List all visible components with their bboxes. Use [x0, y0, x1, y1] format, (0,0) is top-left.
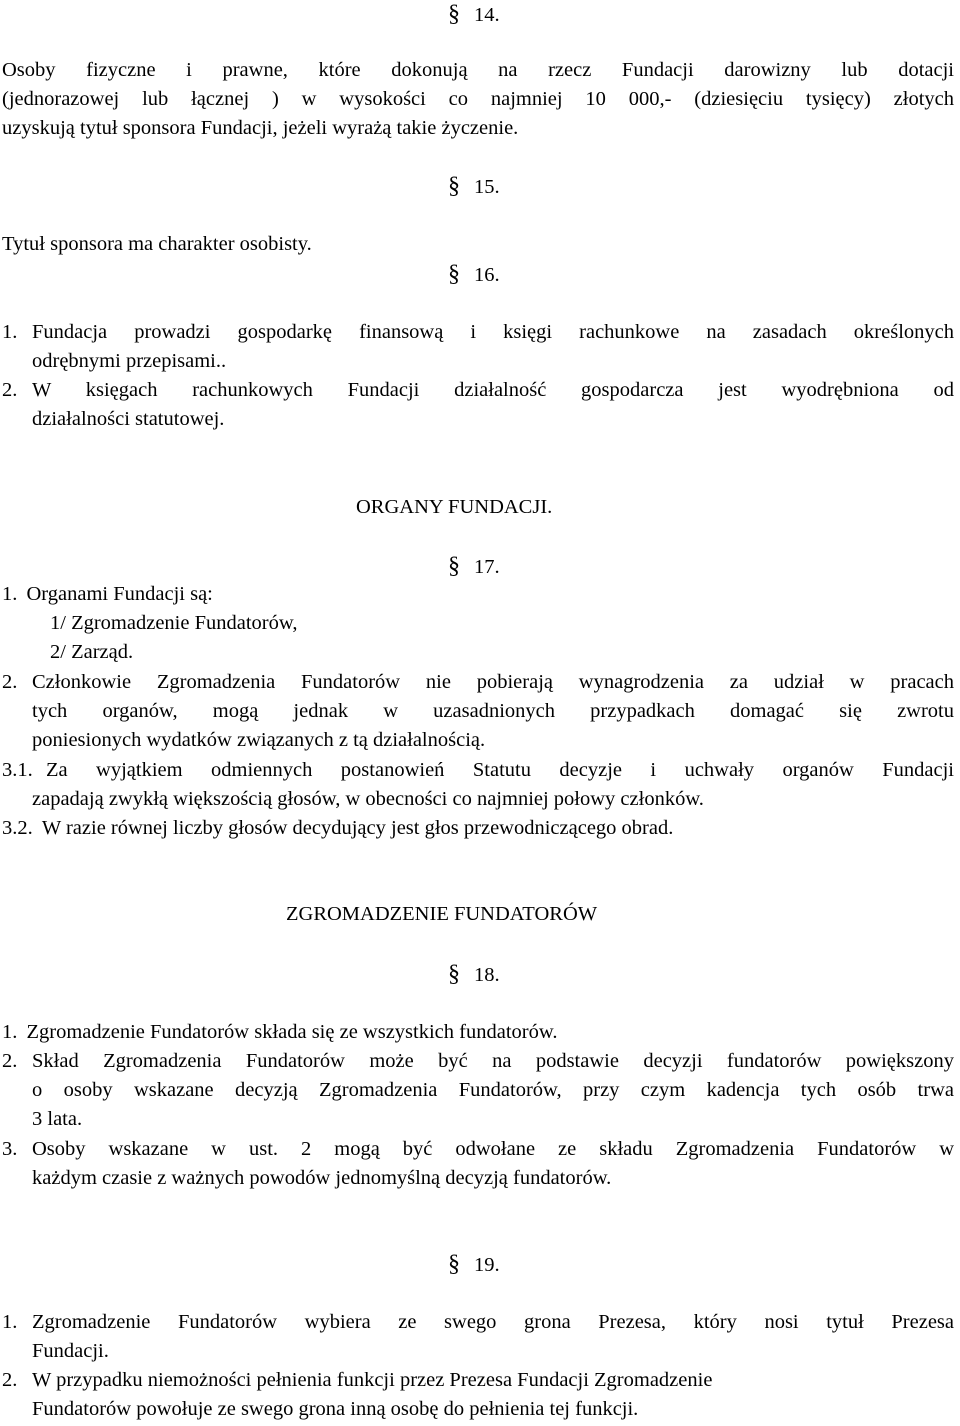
list-item [2, 318, 954, 376]
section-heading-14 [448, 0, 500, 30]
paragraph-15: Tytuł sponsora ma charakter osobisty. [2, 233, 312, 255]
list-item-line: Fundatorów powołuje ze swego grona inną osobę do pełnienia tej funkcji. [32, 1398, 639, 1420]
list-item-line: każdym czasie z ważnych powodów jednomyślną decyzją fundatorów. [32, 1167, 612, 1189]
section-sign: § [448, 961, 460, 987]
list-item-number: 1. [2, 321, 18, 343]
list-item [2, 756, 954, 814]
section-heading-19 [448, 1250, 500, 1280]
section-number: 16. [474, 264, 500, 286]
chapter-heading-zgromadzenie: ZGROMADZENIE FUNDATORÓW [286, 903, 598, 925]
section-heading-17 [448, 552, 500, 582]
paragraph-14 [2, 56, 954, 143]
list-item-line: Osoby wskazane w ust. 2 mogą być odwołane ze składu Zgromadzenia Fundatorów w [32, 1138, 954, 1160]
list-item-number: 3. [2, 1138, 18, 1160]
list-item-number: 3.2. [2, 817, 33, 839]
section-sign: § [448, 553, 460, 579]
section-sign: § [448, 1, 460, 27]
list-item-line: W księgach rachunkowych Fundacji działalność gospodarcza jest wyodrębniona od [32, 379, 954, 401]
list-item-number: 2. [2, 1050, 18, 1072]
section-number: 14. [474, 4, 500, 26]
list-item [2, 1135, 954, 1193]
list-item-line: odrębnymi przepisami.. [32, 350, 227, 372]
paragraph-line: uzyskują tytuł sponsora Fundacji, jeżeli wyrażą takie życzenie. [2, 117, 519, 139]
list-item-line: Fundacji. [32, 1340, 109, 1362]
section-number: 17. [474, 556, 500, 578]
sub-item: 1/ Zgromadzenie Fundatorów, [50, 612, 298, 634]
list-item-number: 1. [2, 583, 18, 605]
section-number: 19. [474, 1254, 500, 1276]
list-item [2, 580, 213, 609]
paragraph-line: Osoby fizyczne i prawne, które dokonują na rzecz Fundacji darowizny lub dotacji [2, 59, 954, 81]
list-item-line: zapadają zwykłą większością głosów, w obecności co najmniej połowy członków. [32, 788, 704, 810]
list-item-line: Zgromadzenie Fundatorów wybiera ze swego grona Prezesa, który nosi tytuł Prezesa [32, 1311, 954, 1333]
list-item [2, 376, 954, 434]
section-sign: § [448, 261, 460, 287]
section-number: 18. [474, 964, 500, 986]
list-item-line: Skład Zgromadzenia Fundatorów może być na podstawie decyzji fundatorów powiększony [32, 1050, 954, 1072]
chapter-heading-organy: ORGANY FUNDACJI. [356, 496, 553, 518]
section-heading-18 [448, 960, 500, 990]
list-item [2, 814, 673, 843]
list-item-line: o osoby wskazane decyzją Zgromadzenia Fundatorów, przy czym kadencja tych osób trwa [32, 1079, 954, 1101]
list-item-line: Członkowie Zgromadzenia Fundatorów nie pobierają wynagrodzenia za udział w pracach [32, 671, 954, 693]
list-item-line: działalności statutowej. [32, 408, 225, 430]
list-item-number: 3.1. [2, 759, 33, 781]
list-item-line: tych organów, mogą jednak w uzasadnionych przypadkach domagać się zwrotu [32, 700, 954, 722]
list-item [2, 668, 954, 755]
list-item-number: 2. [2, 379, 18, 401]
section-sign: § [448, 173, 460, 199]
list-item-line: Fundacja prowadzi gospodarkę finansową i księgi rachunkowe na zasadach określonych [32, 321, 954, 343]
list-item-text: Organami Fundacji są: [26, 583, 213, 605]
list-item-line: poniesionych wydatków związanych z tą działalnością. [32, 729, 486, 751]
list-item-text: W razie równej liczby głosów decydujący jest głos przewodniczącego obrad. [41, 817, 674, 839]
list-item [2, 1018, 557, 1047]
section-number: 15. [474, 176, 500, 198]
section-sign: § [448, 1251, 460, 1277]
list-item [2, 1366, 954, 1424]
sub-item: 2/ Zarząd. [50, 641, 134, 663]
paragraph-line: (jednorazowej lub łącznej ) w wysokości co najmniej 10 000,- (dziesięciu tysięcy) złotych [2, 88, 954, 110]
list-item [2, 1047, 954, 1134]
list-item-line: 3 lata. [32, 1108, 83, 1130]
list-item-number: 1. [2, 1021, 18, 1043]
list-item-line: Za wyjątkiem odmiennych postanowień Statutu decyzje i uchwały organów Fundacji [46, 759, 954, 781]
section-heading-15 [448, 172, 500, 202]
list-item-line: W przypadku niemożności pełnienia funkcji przez Prezesa Fundacji Zgromadzenie [32, 1369, 713, 1391]
list-item-number: 2. [2, 671, 18, 693]
section-heading-16 [448, 260, 500, 290]
list-item-text: Zgromadzenie Fundatorów składa się ze wszystkich fundatorów. [26, 1021, 558, 1043]
list-item-number: 1. [2, 1311, 18, 1333]
list-item [2, 1308, 954, 1366]
list-item-number: 2. [2, 1369, 18, 1391]
